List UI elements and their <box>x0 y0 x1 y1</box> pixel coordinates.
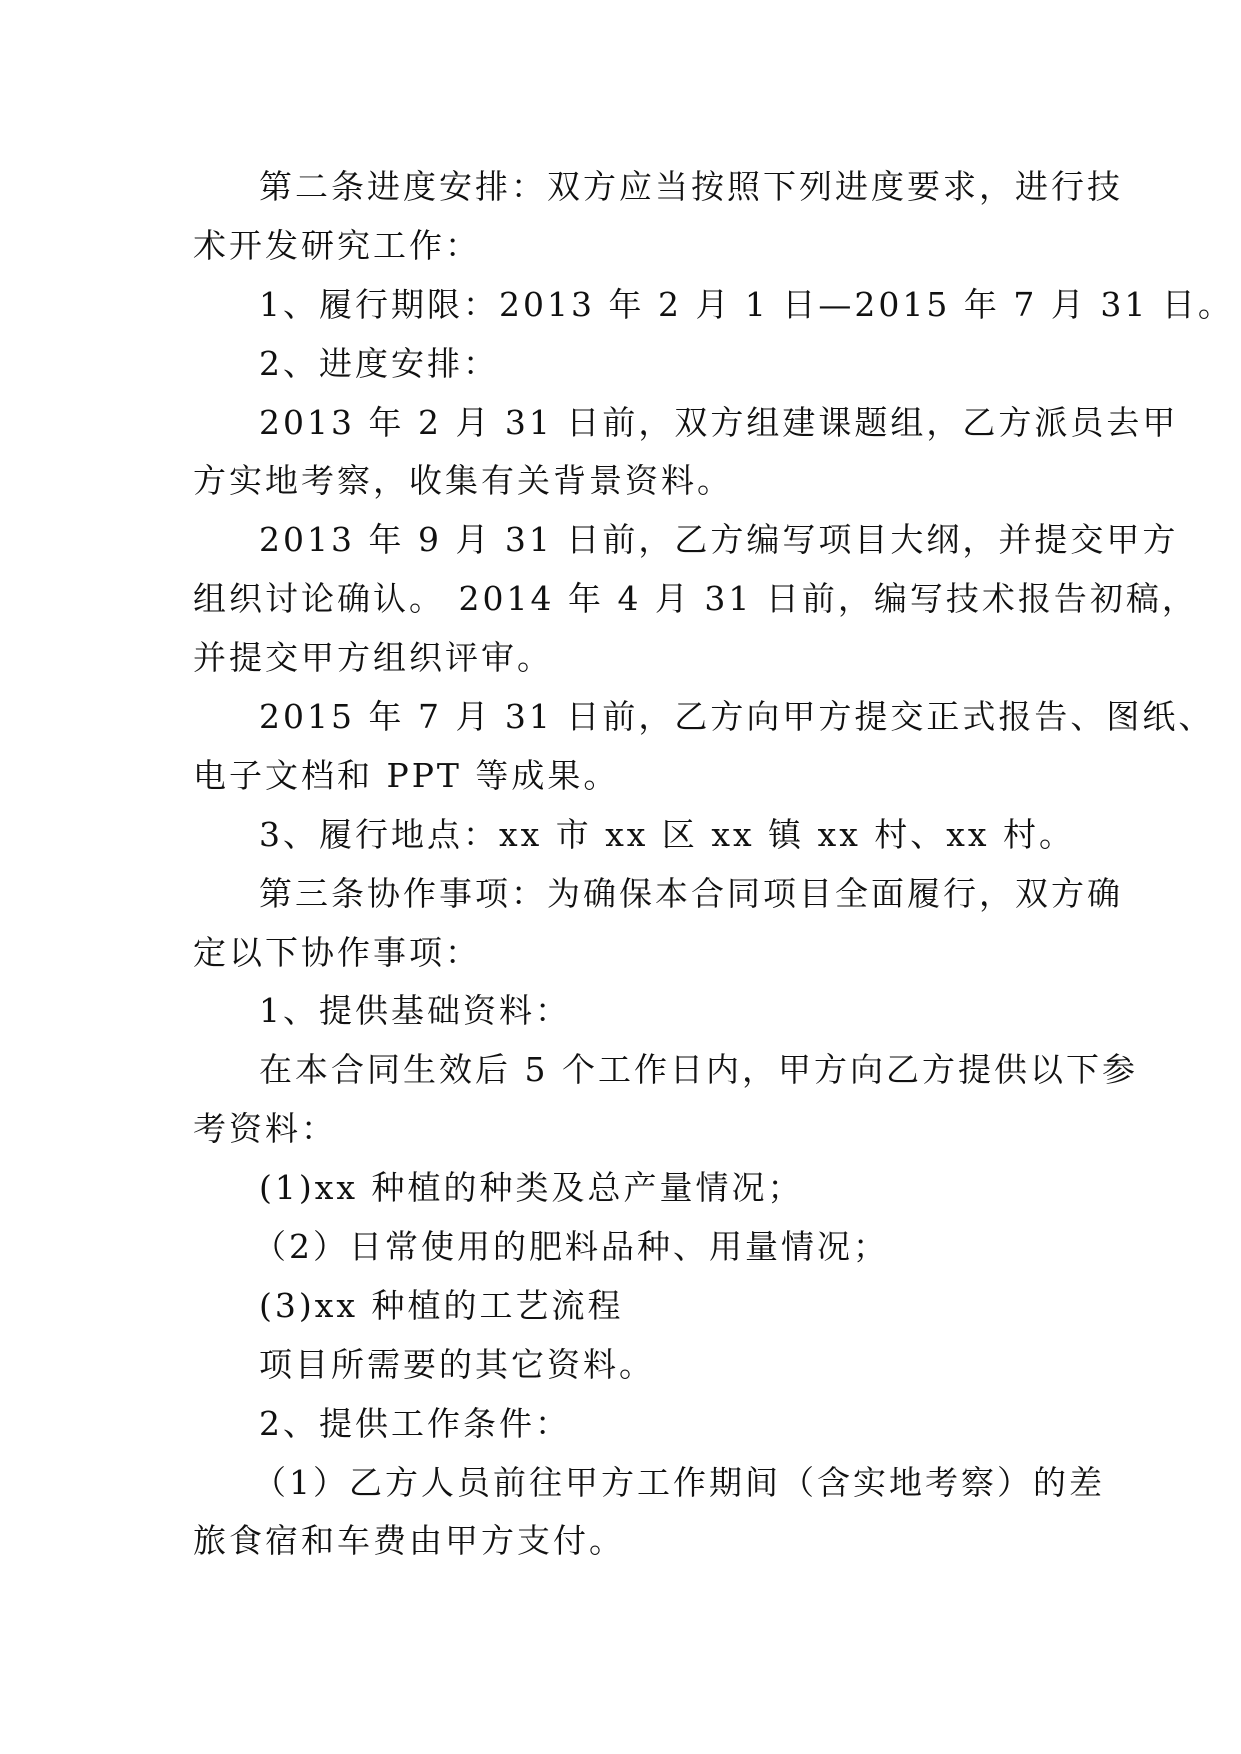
paragraph-line: 1、履行期限：2013 年 2 月 1 日—2015 年 7 月 31 日。 <box>259 284 1234 324</box>
paragraph-line: 考资料： <box>193 1109 337 1149</box>
paragraph-line: 第三条协作事项：为确保本合同项目全面履行，双方确 <box>259 873 1123 913</box>
paragraph-line: 2015 年 7 月 31 日前，乙方向甲方提交正式报告、图纸、 <box>259 697 1215 737</box>
paragraph-line: 组织讨论确认。 2014 年 4 月 31 日前，编写技术报告初稿， <box>193 579 1198 619</box>
paragraph-line: 定以下协作事项： <box>193 932 481 972</box>
paragraph-line: 2、提供工作条件： <box>259 1403 571 1443</box>
paragraph-line: 术开发研究工作： <box>193 225 481 265</box>
paragraph-line: (1)xx 种植的种类及总产量情况； <box>259 1168 804 1208</box>
paragraph-line: 3、履行地点：xx 市 xx 区 xx 镇 xx 村、xx 村。 <box>259 814 1076 854</box>
paragraph-line: 1、提供基础资料： <box>259 991 571 1031</box>
paragraph-line: （1）乙方人员前往甲方工作期间（含实地考察）的差 <box>253 1462 1105 1502</box>
paragraph-line: 在本合同生效后 5 个工作日内，甲方向乙方提供以下参 <box>259 1050 1138 1090</box>
paragraph-line: 2013 年 2 月 31 日前，双方组建课题组，乙方派员去甲 <box>259 402 1179 442</box>
paragraph-line: 第二条进度安排：双方应当按照下列进度要求，进行技 <box>259 167 1123 206</box>
paragraph-line: 并提交甲方组织评审。 <box>193 638 553 678</box>
paragraph-line: 电子文档和 PPT 等成果。 <box>193 755 620 795</box>
paragraph-line: 旅食宿和车费由甲方支付。 <box>193 1521 625 1561</box>
paragraph-line: （2）日常使用的肥料品种、用量情况； <box>253 1227 889 1267</box>
paragraph-line: 2013 年 9 月 31 日前，乙方编写项目大纲，并提交甲方 <box>259 520 1179 560</box>
document-body <box>193 158 1234 1571</box>
paragraph-line: (3)xx 种植的工艺流程 <box>259 1285 624 1325</box>
paragraph-line: 项目所需要的其它资料。 <box>259 1344 655 1384</box>
paragraph-line: 2、进度安排： <box>259 343 499 383</box>
paragraph-line: 方实地考察，收集有关背景资料。 <box>193 461 733 501</box>
